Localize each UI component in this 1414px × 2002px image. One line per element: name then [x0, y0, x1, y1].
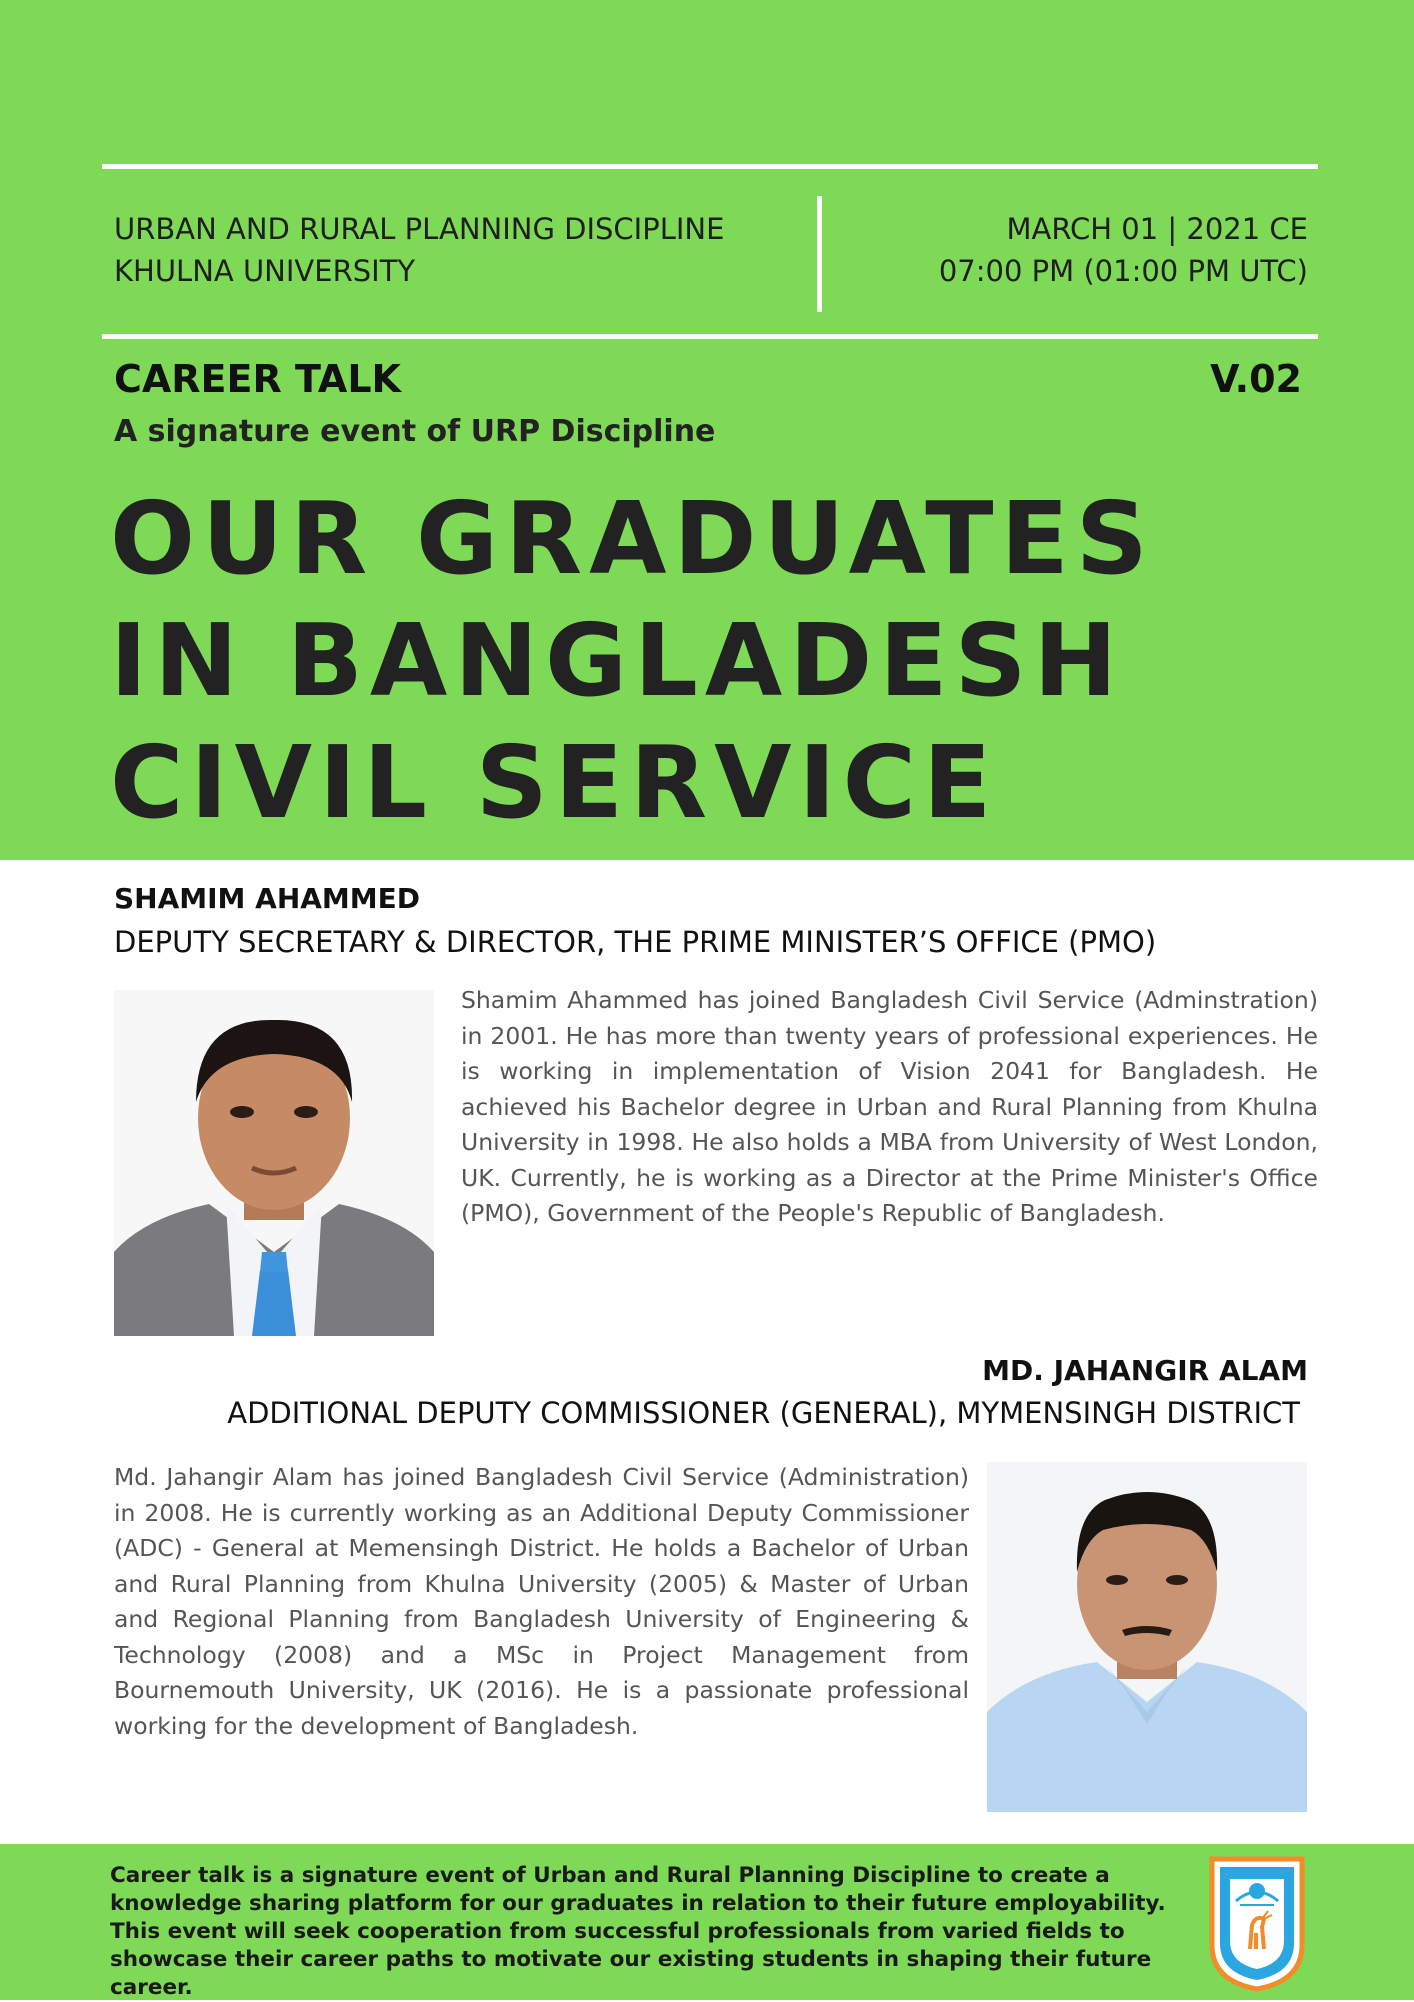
event-label: CAREER TALK — [114, 357, 402, 401]
speaker-role: ADDITIONAL DEPUTY COMMISSIONER (GENERAL), MYMENSINGH DISTRICT — [227, 1396, 1300, 1430]
speaker-name: MD. JAHANGIR ALAM — [982, 1354, 1308, 1387]
speaker-photo — [987, 1462, 1307, 1812]
speaker-photo — [114, 990, 434, 1336]
speaker-bio: Md. Jahangir Alam has joined Bangladesh Civil Service (Administration) in 2008. He is currently working as an Additional Deputy Commissioner (ADC) - General at Memensingh District. He holds a Bachelor of Urban and Rural Planning from Khulna University (2005) & Master of Urban and Regional Planning from Bangladesh University of Engineering & Technology (2008) and a MSc in Project Management from Bournemouth University, UK (2016). He is a passionate professional working for the development of Bangladesh. — [114, 1463, 969, 1740]
person-portrait-icon — [114, 990, 434, 1336]
top-divider — [102, 164, 1318, 169]
university-crest-icon — [1206, 1853, 1308, 1993]
event-tagline: A signature event of URP Discipline — [114, 414, 716, 449]
footer-banner — [0, 1844, 1414, 2000]
event-time: 07:00 PM (01:00 PM UTC) — [938, 254, 1308, 288]
event-title — [110, 478, 1155, 844]
speaker-role: DEPUTY SECRETARY & DIRECTOR, THE PRIME MINISTER’S OFFICE (PMO) — [114, 925, 1157, 959]
title-line: OUR GRADUATES — [110, 480, 1155, 597]
organizer-discipline: URBAN AND RURAL PLANNING DISCIPLINE — [114, 212, 725, 246]
event-date: MARCH 01 | 2021 CE — [1006, 212, 1308, 246]
person-portrait-icon — [987, 1462, 1307, 1812]
organizer-block — [114, 208, 724, 292]
header-banner — [0, 0, 1414, 860]
schedule-block — [939, 208, 1308, 292]
speaker-name: SHAMIM AHAMMED — [114, 882, 421, 915]
header-vertical-divider — [817, 196, 822, 312]
footer-description: Career talk is a signature event of Urban and Rural Planning Discipline to create a knowledge sharing platform for our graduates in relation to their future employability. This event will seek cooperation from successful professionals from varied fields to showcase their career paths to motivate our existing students in shaping their future career. — [110, 1863, 1166, 2000]
bottom-divider — [102, 334, 1318, 339]
event-version: V.02 — [1210, 357, 1302, 401]
title-line: CIVIL SERVICE — [110, 724, 999, 841]
title-line: IN BANGLADESH — [110, 602, 1125, 719]
organizer-university: KHULNA UNIVERSITY — [114, 254, 416, 288]
speaker-bio: Shamim Ahammed has joined Bangladesh Civil Service (Adminstration) in 2001. He has more than twenty years of professional experiences. He is working in implementation of Vision 2041 for Bangladesh. He achieved his Bachelor degree in Urban and Rural Planning from Khulna University in 1998. He also holds a MBA from University of West London, UK. Currently, he is working as a Director at the Prime Minister's Office (PMO), Government of the People's Republic of Bangladesh. — [461, 986, 1318, 1227]
